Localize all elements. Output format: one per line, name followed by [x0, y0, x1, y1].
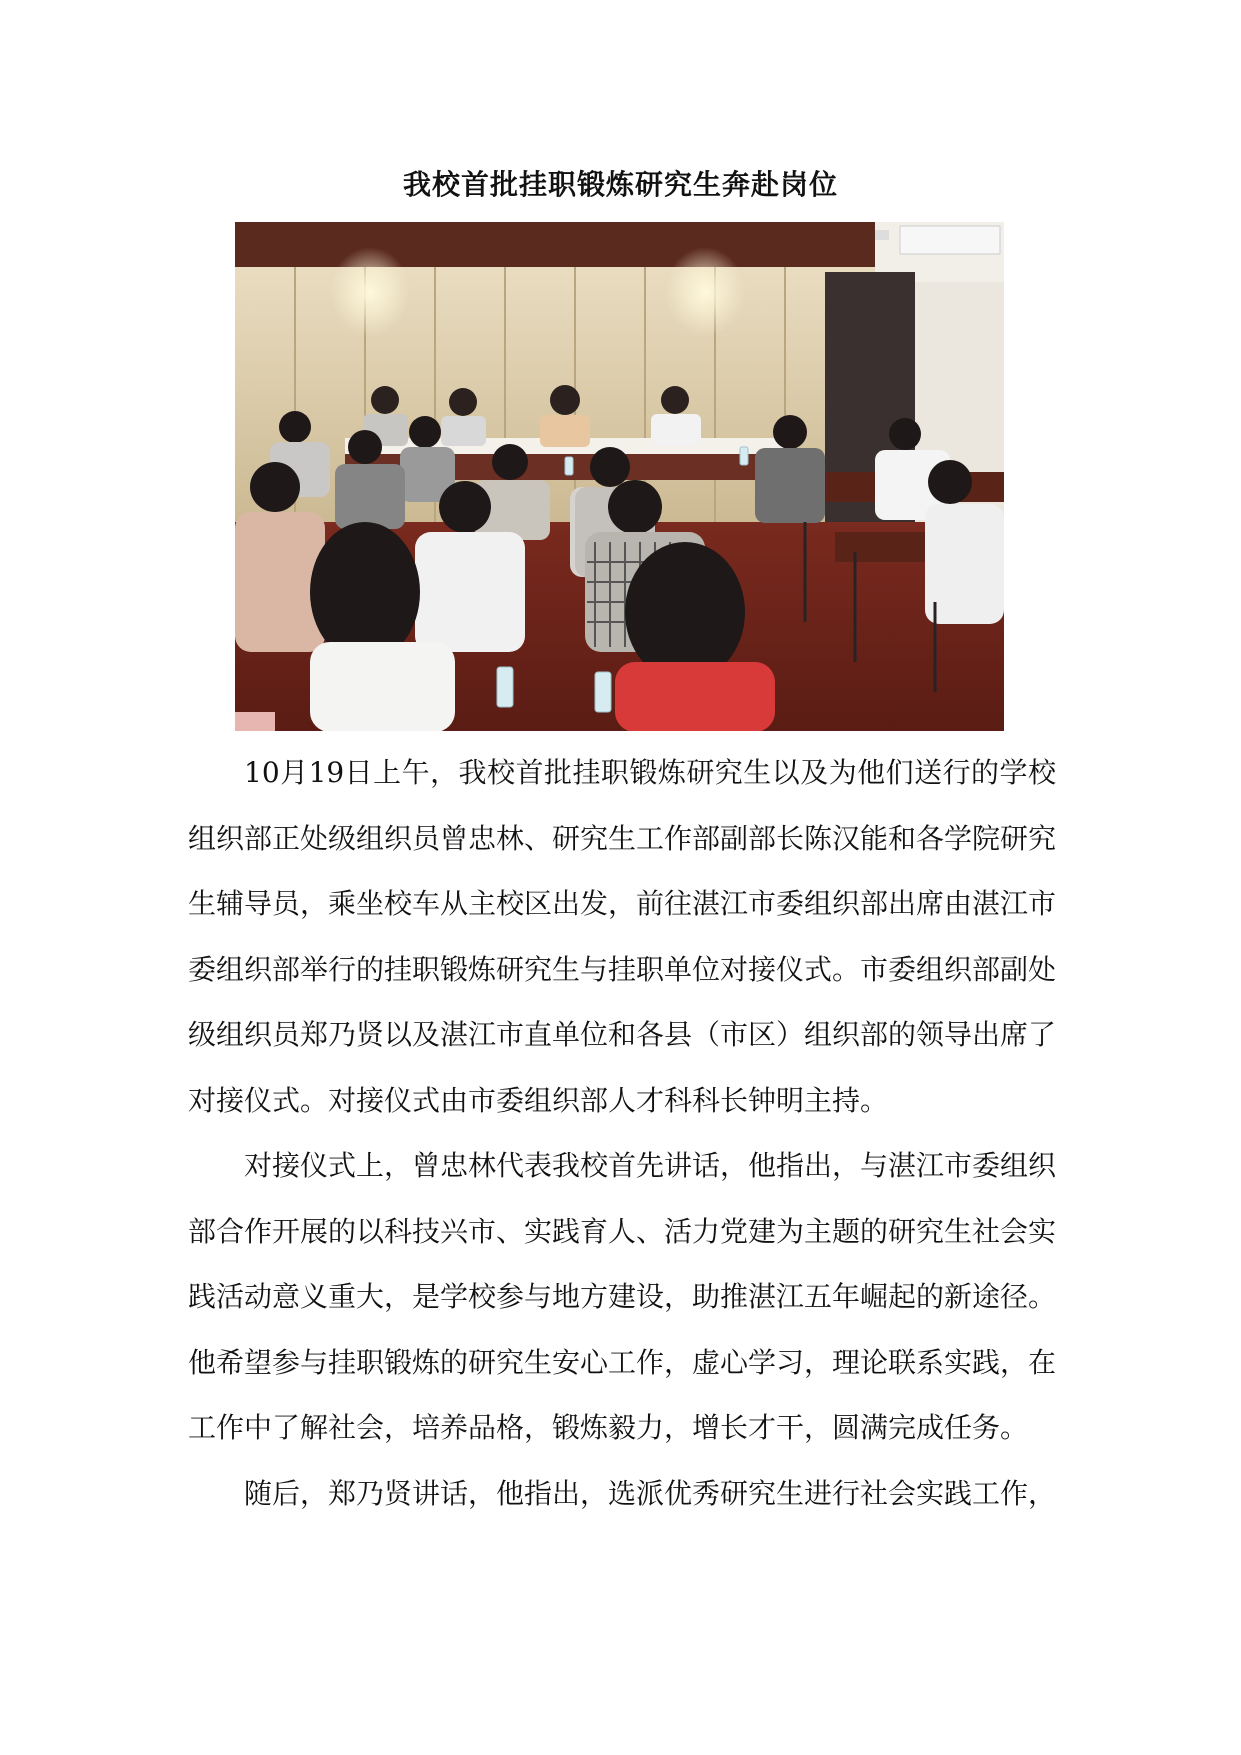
paragraph-1: 10月19日上午，我校首批挂职锻炼研究生以及为他们送行的学校组织部正处级组织员曾忠林、研究生工作部副部长陈汉能和各学院研究生辅导员，乘坐校车从主校区出发，前往湛江市委组织部出席由湛江市委组织部举行的挂职锻炼研究生与挂职单位对接仪式。市委组织部副处级组织员郑乃贤以及湛江市直单位和各县（市区）组织部的领导出席了对接仪式。对接仪式由市委组织部人才科科长钟明主持。: [188, 756, 1057, 1117]
article-body: [188, 740, 1056, 1526]
meeting-photo: [235, 222, 1004, 731]
paragraph-3: 随后，郑乃贤讲话，他指出，选派优秀研究生进行社会实践工作，: [244, 1476, 1057, 1510]
paragraph-2: 对接仪式上，曾忠林代表我校首先讲话，他指出，与湛江市委组织部合作开展的以科技兴市、实践育人、活力党建为主题的研究生社会实践活动意义重大，是学校参与地方建设，助推湛江五年崛起的新途径。他希望参与挂职锻炼的研究生安心工作，虚心学习，理论联系实践，在工作中了解社会，培养品格，锻炼毅力，增长才干，圆满完成任务。: [188, 1149, 1057, 1444]
document-title: 我校首批挂职锻炼研究生奔赴岗位: [402, 168, 838, 201]
